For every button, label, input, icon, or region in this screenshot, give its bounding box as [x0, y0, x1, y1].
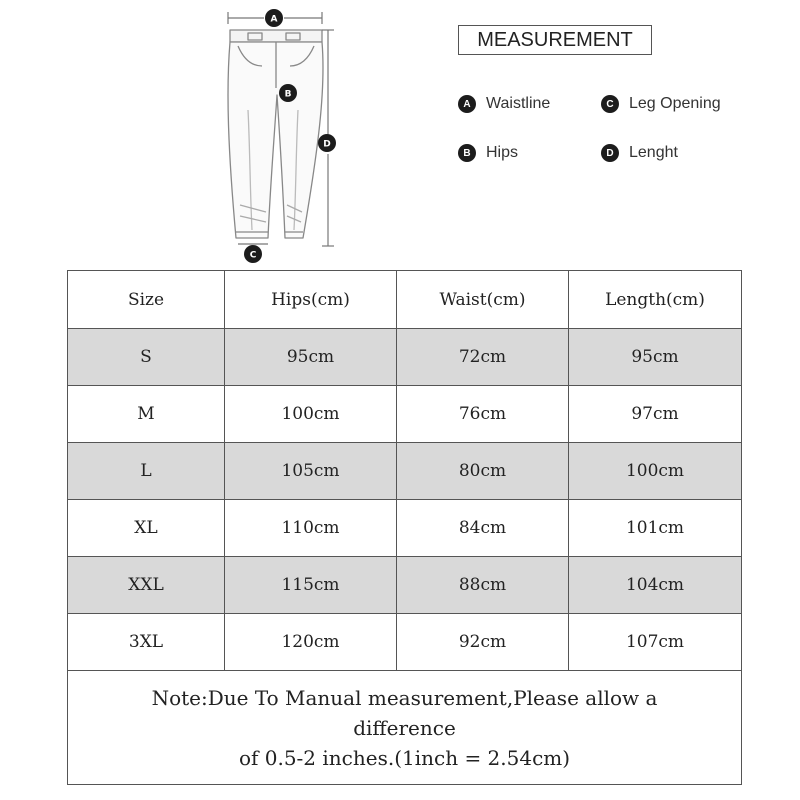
cell-waist: 80cm	[397, 443, 569, 500]
badge-c-icon: C	[601, 95, 619, 113]
measurement-title: MEASUREMENT	[458, 25, 652, 55]
legend-item-length	[601, 144, 678, 162]
table-header-row	[68, 271, 742, 329]
table-row	[68, 386, 742, 443]
badge-a-icon: A	[458, 95, 476, 113]
cell-length: 100cm	[569, 443, 742, 500]
cell-hips: 115cm	[225, 557, 397, 614]
cell-length: 101cm	[569, 500, 742, 557]
note-line-1: Note:Due To Manual measurement,Please allow a	[151, 685, 658, 710]
callout-c: C	[249, 250, 257, 261]
cell-waist: 92cm	[397, 614, 569, 671]
table-row	[68, 500, 742, 557]
note-line-3: of 0.5-2 inches.(1inch = 2.54cm)	[238, 745, 571, 770]
badge-d-icon: D	[601, 144, 619, 162]
legend-label: Lenght	[629, 144, 678, 161]
cell-waist: 72cm	[397, 329, 569, 386]
cell-size: XXL	[68, 557, 225, 614]
header-size: Size	[68, 271, 225, 329]
cell-size: M	[68, 386, 225, 443]
cell-length: 95cm	[569, 329, 742, 386]
header-hips: Hips(cm)	[225, 271, 397, 329]
note-line-2: difference	[353, 715, 456, 740]
cell-length: 104cm	[569, 557, 742, 614]
cell-waist: 84cm	[397, 500, 569, 557]
callout-b: B	[284, 89, 292, 100]
size-chart-table	[67, 270, 742, 785]
note-cell	[68, 671, 742, 785]
legend-item-hips	[458, 144, 518, 162]
table-row	[68, 614, 742, 671]
cell-waist: 76cm	[397, 386, 569, 443]
legend-label: Waistline	[486, 95, 551, 112]
cell-length: 97cm	[569, 386, 742, 443]
cell-hips: 100cm	[225, 386, 397, 443]
legend-label: Hips	[486, 144, 519, 161]
callout-a: A	[270, 14, 278, 25]
legend-item-leg-opening	[601, 95, 721, 113]
callout-d: D	[323, 139, 331, 150]
cell-hips: 105cm	[225, 443, 397, 500]
table-row	[68, 443, 742, 500]
header-length: Length(cm)	[569, 271, 742, 329]
note-row	[68, 671, 742, 785]
cell-hips: 95cm	[225, 329, 397, 386]
legend-item-waistline	[458, 95, 550, 113]
cell-size: 3XL	[68, 614, 225, 671]
legend-label: Leg Opening	[629, 95, 721, 112]
table-row	[68, 557, 742, 614]
table-row	[68, 329, 742, 386]
cell-size: XL	[68, 500, 225, 557]
cell-length: 107cm	[569, 614, 742, 671]
cell-hips: 120cm	[225, 614, 397, 671]
pants-diagram	[215, 5, 350, 267]
header-waist: Waist(cm)	[397, 271, 569, 329]
badge-b-icon: B	[458, 144, 476, 162]
cell-size: L	[68, 443, 225, 500]
cell-waist: 88cm	[397, 557, 569, 614]
cell-hips: 110cm	[225, 500, 397, 557]
cell-size: S	[68, 329, 225, 386]
